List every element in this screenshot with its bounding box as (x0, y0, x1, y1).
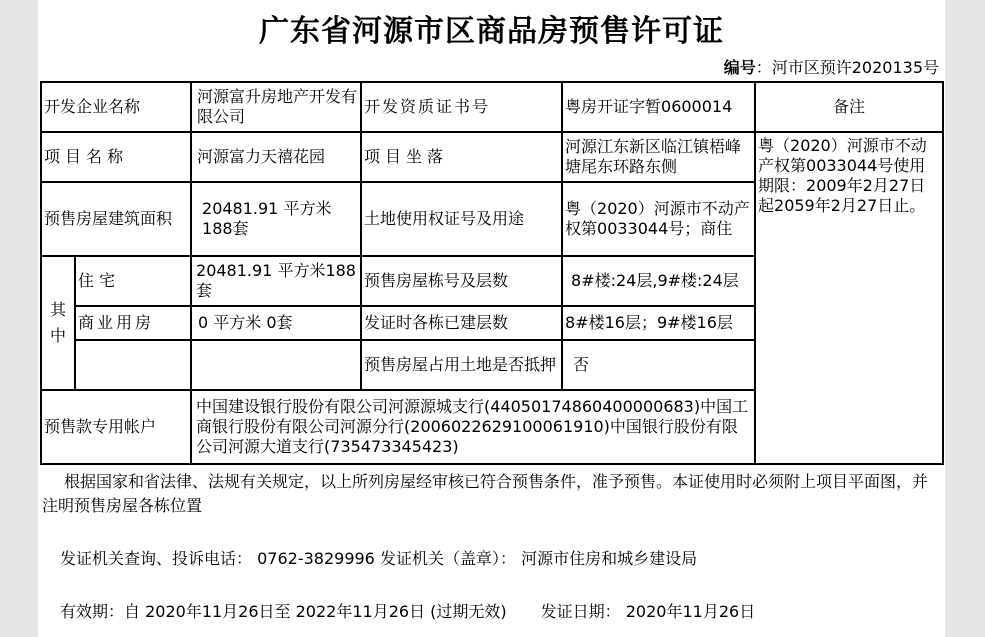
table-row (41, 82, 943, 132)
authority-label: 发证机关（盖章）： (379, 549, 516, 568)
location-value: 河源江东新区临江镇梧峰塘尾东环路东侧 (562, 132, 755, 182)
certificate-number (724, 55, 939, 78)
number-value: 河市区预许2020135号 (771, 58, 939, 77)
certificate-title: 广东省河源市区商品房预售许可证 (259, 14, 724, 49)
phone-value: 0762-3829996 (257, 549, 375, 568)
area-value: 20481.91 平方米188套 (191, 182, 361, 256)
land-label: 土地使用权证号及用途 (361, 182, 562, 256)
contact-line (42, 547, 950, 571)
building-value: 8#楼:24层,9#楼:24层 (562, 256, 755, 306)
mortgage-label: 预售房屋占用土地是否抵押 (361, 340, 562, 390)
statement-text: 根据国家和省法律、法规有关规定，以上所列房屋经审核已符合预售条件，准予预售。本证使用时必须附上项目平面图，并注明预售房屋各栋位置 (42, 472, 929, 515)
developer-label: 开发企业名称 (41, 82, 191, 132)
validity-line (42, 600, 950, 624)
among-label: 其中 (41, 256, 75, 390)
number-separator: ： (755, 58, 772, 77)
residential-label: 住宅 (75, 256, 191, 306)
number-label: 编号 (723, 58, 756, 77)
remarks-label: 备注 (755, 82, 943, 132)
table-row (41, 132, 943, 182)
commercial-label: 商业用房 (75, 306, 191, 340)
built-value: 8#楼16层；9#楼16层 (562, 306, 755, 340)
validity-label: 有效期： (60, 602, 125, 621)
built-label: 发证时各栋已建层数 (361, 306, 562, 340)
issue-date-label: 发证日期： (540, 602, 621, 621)
validity-value: 自 2020年11月26日至 2022年11月26日 (过期无效) (124, 602, 507, 621)
project-label: 项目名称 (41, 132, 191, 182)
area-label: 预售房屋建筑面积 (41, 182, 191, 256)
remarks-value: 粤（2020）河源市不动产权第0033044号使用期限：2009年2月27日起2059年2月27日止。 (755, 132, 943, 464)
developer-value: 河源富升房地产开发有限公司 (191, 82, 361, 132)
account-value: 中国建设银行股份有限公司河源源城支行(44050174860400000683)中国工商银行股份有限公司河源分行(2006022629100061910)中国银行股份有限公司河源大道支行(735473345423) (191, 390, 755, 464)
certificate-table (40, 81, 944, 465)
qualification-label: 开发资质证书号 (361, 82, 562, 132)
commercial-value: 0 平方米 0套 (191, 306, 361, 340)
authority-value: 河源市住房和城乡建设局 (521, 549, 698, 568)
account-label: 预售款专用帐户 (41, 390, 191, 464)
residential-value: 20481.91 平方米188套 (191, 256, 361, 306)
location-label: 项目坐落 (361, 132, 562, 182)
building-label: 预售房屋栋号及层数 (361, 256, 562, 306)
mortgage-value: 否 (562, 340, 755, 390)
phone-label: 发证机关查询、投诉电话： (60, 549, 253, 568)
land-value: 粤（2020）河源市不动产权第0033044号；商住 (562, 182, 755, 256)
empty-cell (191, 340, 361, 390)
qualification-value: 粤房开证字暂0600014 (562, 82, 755, 132)
issue-date-value: 2020年11月26日 (625, 602, 756, 621)
certificate-page (38, 0, 945, 637)
empty-cell (75, 340, 191, 390)
project-value: 河源富力天禧花园 (191, 132, 361, 182)
